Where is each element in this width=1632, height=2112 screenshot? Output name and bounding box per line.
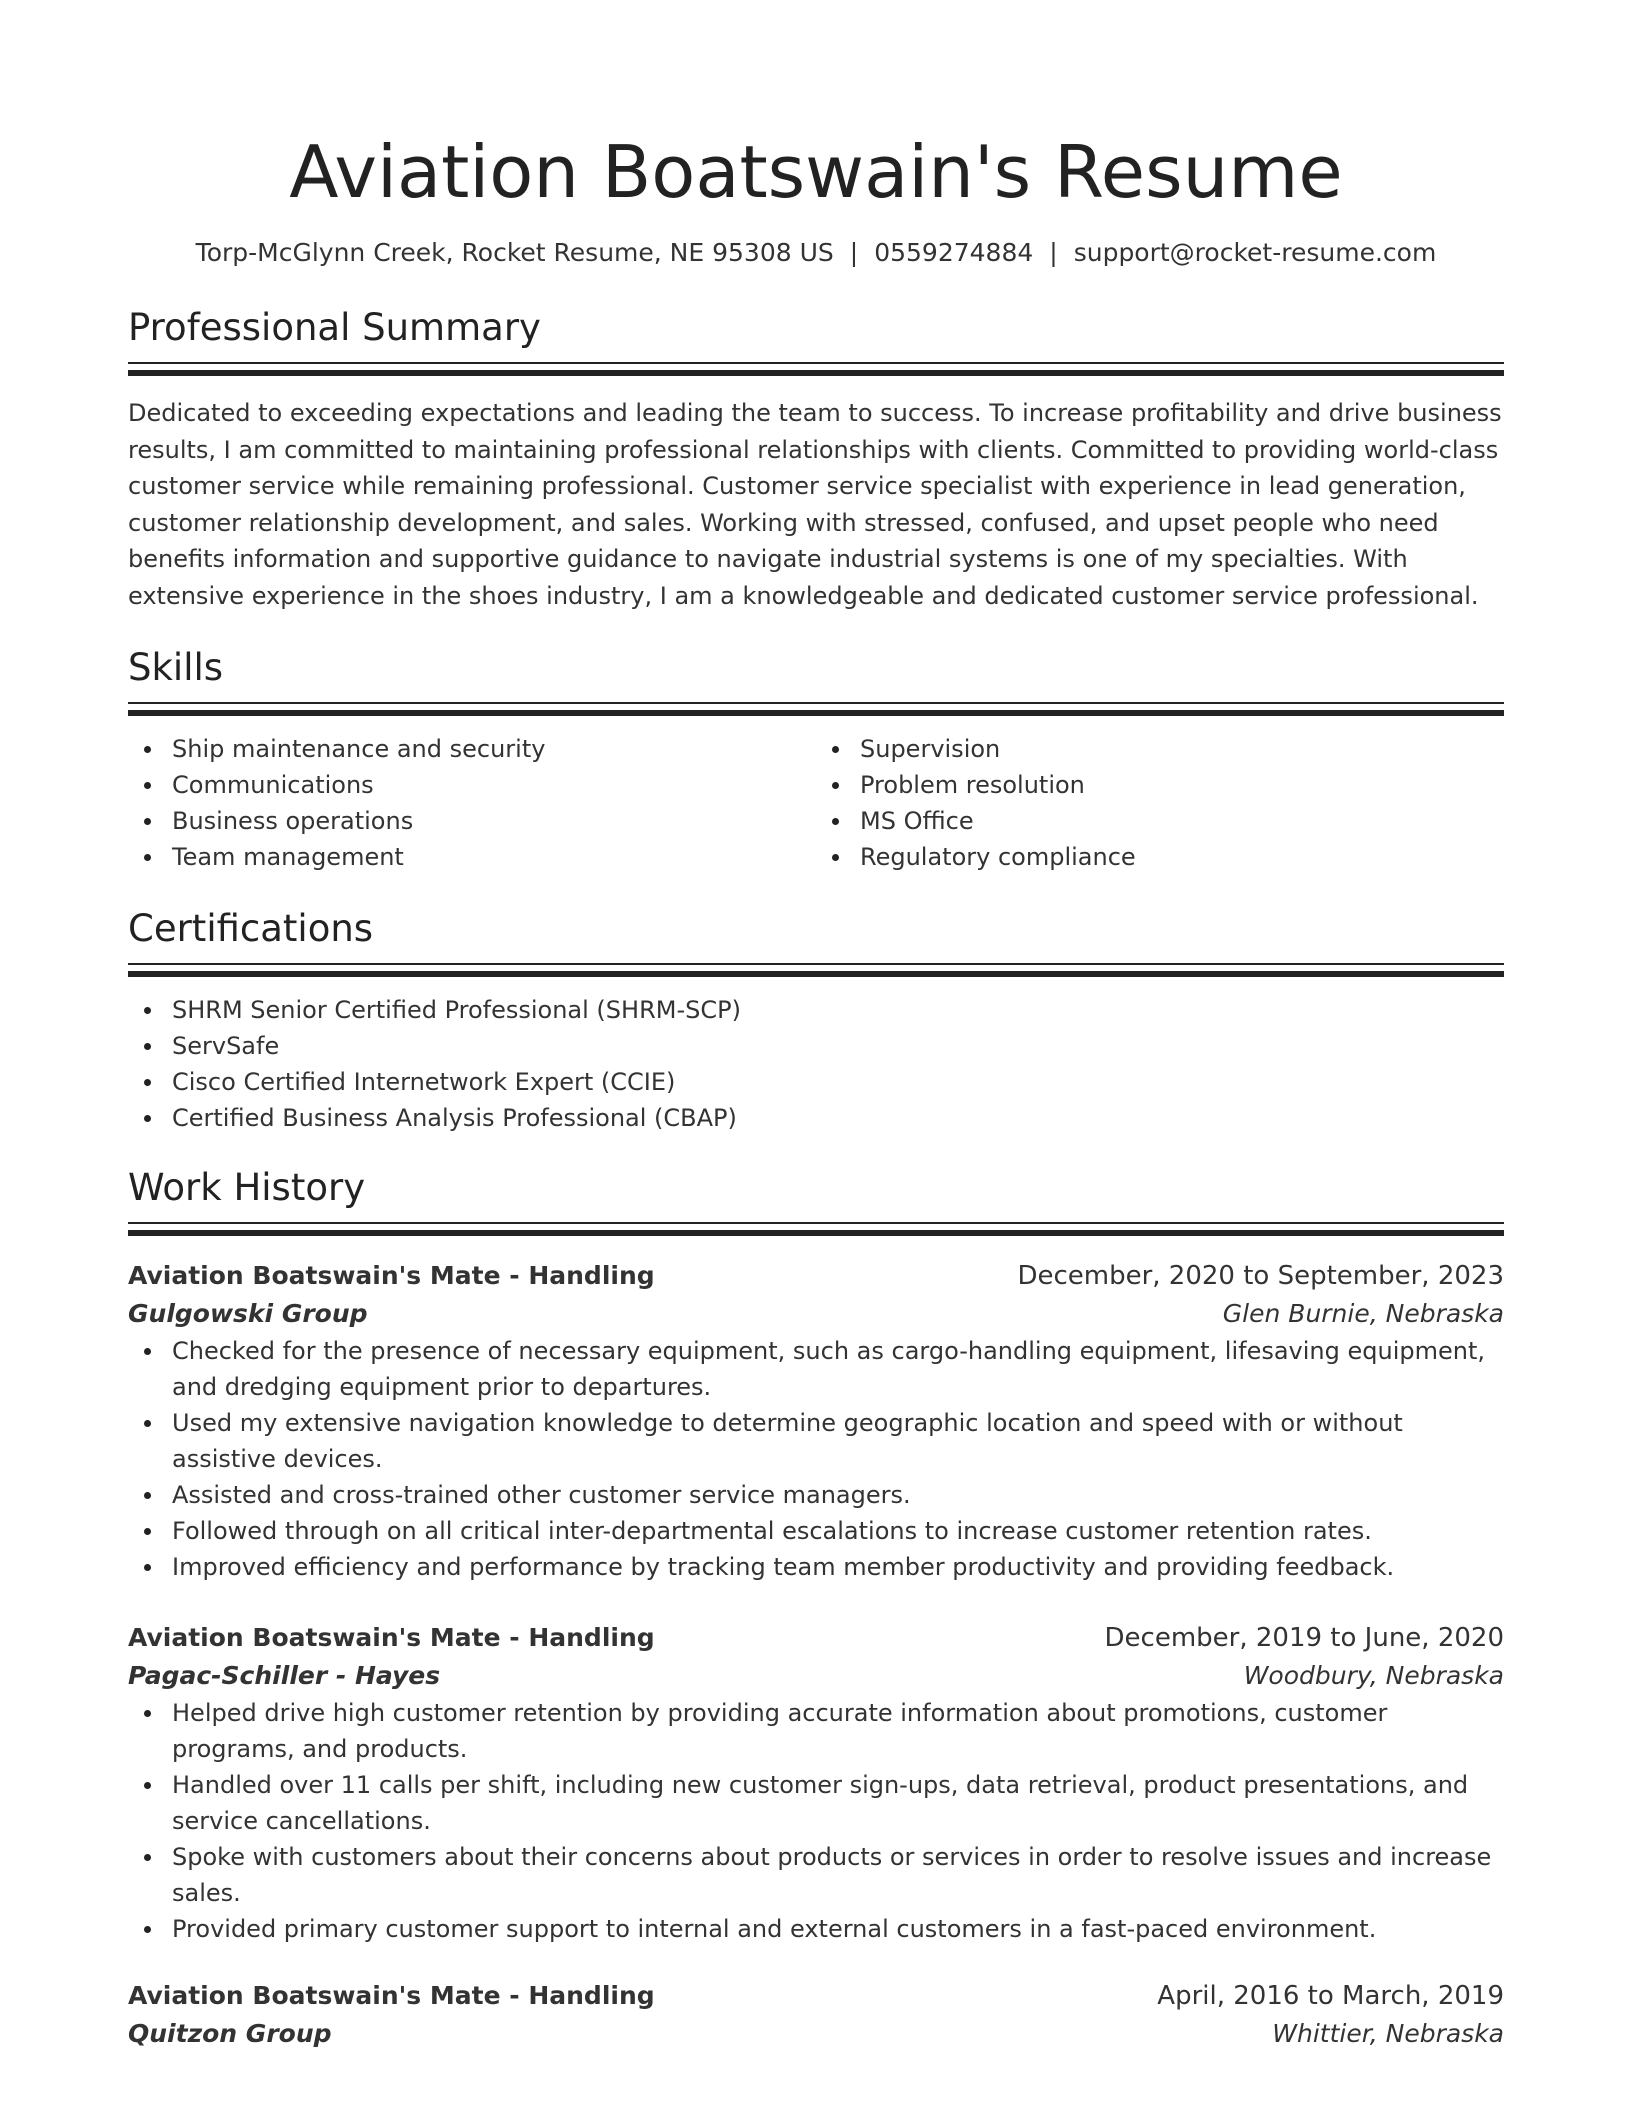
job-dates: December, 2020 to September, 2023 xyxy=(1017,1261,1504,1291)
job-subheader xyxy=(128,1657,1504,1695)
skill-item: Supervision xyxy=(860,731,1504,767)
certifications-section xyxy=(128,905,1504,1136)
job-company: Gulgowski Group xyxy=(128,1299,368,1328)
contact-separator: | xyxy=(1049,238,1058,267)
job-location: Glen Burnie, Nebraska xyxy=(1222,1299,1504,1328)
skill-item: MS Office xyxy=(860,803,1504,839)
certifications-list xyxy=(128,992,1504,1136)
job-bullet: Provided primary customer support to internal and external customers in a fast-paced environment. xyxy=(172,1911,1504,1947)
skill-item: Ship maintenance and security xyxy=(172,731,816,767)
work-history-heading: Work History xyxy=(128,1166,366,1209)
summary-section xyxy=(128,304,1504,614)
job-bullet: Followed through on all critical inter-departmental escalations to increase customer retention rates. xyxy=(172,1513,1504,1549)
job-company: Pagac-Schiller - Hayes xyxy=(128,1661,441,1690)
job-title: Aviation Boatswain's Mate - Handling xyxy=(128,1623,655,1652)
job-entry xyxy=(128,1257,1504,1585)
certification-item: SHRM Senior Certified Professional (SHRM-SCP) xyxy=(172,992,1504,1028)
job-dates: December, 2019 to June, 2020 xyxy=(1104,1623,1504,1653)
section-divider xyxy=(128,1222,1504,1237)
certification-item: Certified Business Analysis Professional (CBAP) xyxy=(172,1100,1504,1136)
job-bullets xyxy=(128,1333,1504,1585)
job-bullet: Handled over 11 calls per shift, including new customer sign-ups, data retrieval, product presentations, and service cancellations. xyxy=(172,1767,1504,1839)
skills-list-right xyxy=(816,731,1504,875)
job-entry xyxy=(128,1619,1504,1947)
job-bullet: Improved efficiency and performance by tracking team member productivity and providing feedback. xyxy=(172,1549,1504,1585)
job-bullet: Checked for the presence of necessary equipment, such as cargo-handling equipment, lifesaving equipment, and dredging equipment prior to departures. xyxy=(172,1333,1504,1405)
job-location: Whittier, Nebraska xyxy=(1272,2019,1504,2048)
skills-section xyxy=(128,644,1504,875)
job-subheader xyxy=(128,2015,1504,2053)
job-location: Woodbury, Nebraska xyxy=(1243,1661,1504,1690)
section-divider xyxy=(128,963,1504,978)
contact-email[interactable]: support@rocket-resume.com xyxy=(1073,238,1437,267)
skills-grid xyxy=(128,731,1504,875)
certification-item: Cisco Certified Internetwork Expert (CCIE) xyxy=(172,1064,1504,1100)
summary-text: Dedicated to exceeding expectations and leading the team to success. To increase profitability and drive business results, I am committed to maintaining professional relationships with clients. Committed to providing world-class customer service while remaining professional. Customer service specialist with experience in lead generation, customer relationship development, and sales. Working with stressed, confused, and upset people who need benefits information and supportive guidance to navigate industrial systems is one of my specialties. With extensive experience in the shoes industry, I am a knowledgeable and dedicated customer service professional. xyxy=(128,399,1502,610)
job-bullet: Helped drive high customer retention by providing accurate information about promotions, customer programs, and products. xyxy=(172,1695,1504,1767)
job-header xyxy=(128,1257,1504,1295)
job-dates: April, 2016 to March, 2019 xyxy=(1157,1981,1504,2011)
job-subheader xyxy=(128,1295,1504,1333)
resume-page xyxy=(128,0,1504,2053)
job-header xyxy=(128,1977,1504,2015)
skill-item: Team management xyxy=(172,839,816,875)
skills-heading: Skills xyxy=(128,646,224,689)
skill-item: Regulatory compliance xyxy=(860,839,1504,875)
contact-address: Torp-McGlynn Creek, Rocket Resume, NE 95308 US xyxy=(195,238,834,267)
contact-separator: | xyxy=(849,238,859,267)
work-history-section xyxy=(128,1164,1504,2053)
job-title: Aviation Boatswain's Mate - Handling xyxy=(128,1981,655,2010)
job-entry xyxy=(128,1977,1504,2053)
skills-list-left xyxy=(128,731,816,875)
job-company: Quitzon Group xyxy=(128,2019,332,2048)
resume-title: Aviation Boatswain's Resume xyxy=(289,130,1343,214)
skill-item: Business operations xyxy=(172,803,816,839)
certifications-heading: Certifications xyxy=(128,907,374,950)
job-bullet: Used my extensive navigation knowledge to determine geographic location and speed with or without assistive devices. xyxy=(172,1405,1504,1477)
certification-item: ServSafe xyxy=(172,1028,1504,1064)
job-bullet: Assisted and cross-trained other customer service managers. xyxy=(172,1477,1504,1513)
summary-heading: Professional Summary xyxy=(128,306,541,349)
skill-item: Problem resolution xyxy=(860,767,1504,803)
skill-item: Communications xyxy=(172,767,816,803)
job-title: Aviation Boatswain's Mate - Handling xyxy=(128,1261,655,1290)
section-divider xyxy=(128,702,1504,717)
job-header xyxy=(128,1619,1504,1657)
section-divider xyxy=(128,362,1504,377)
contact-line xyxy=(128,236,1504,270)
contact-phone: 0559274884 xyxy=(874,238,1034,267)
job-bullets xyxy=(128,1695,1504,1947)
job-bullet: Spoke with customers about their concerns about products or services in order to resolve issues and increase sales. xyxy=(172,1839,1504,1911)
